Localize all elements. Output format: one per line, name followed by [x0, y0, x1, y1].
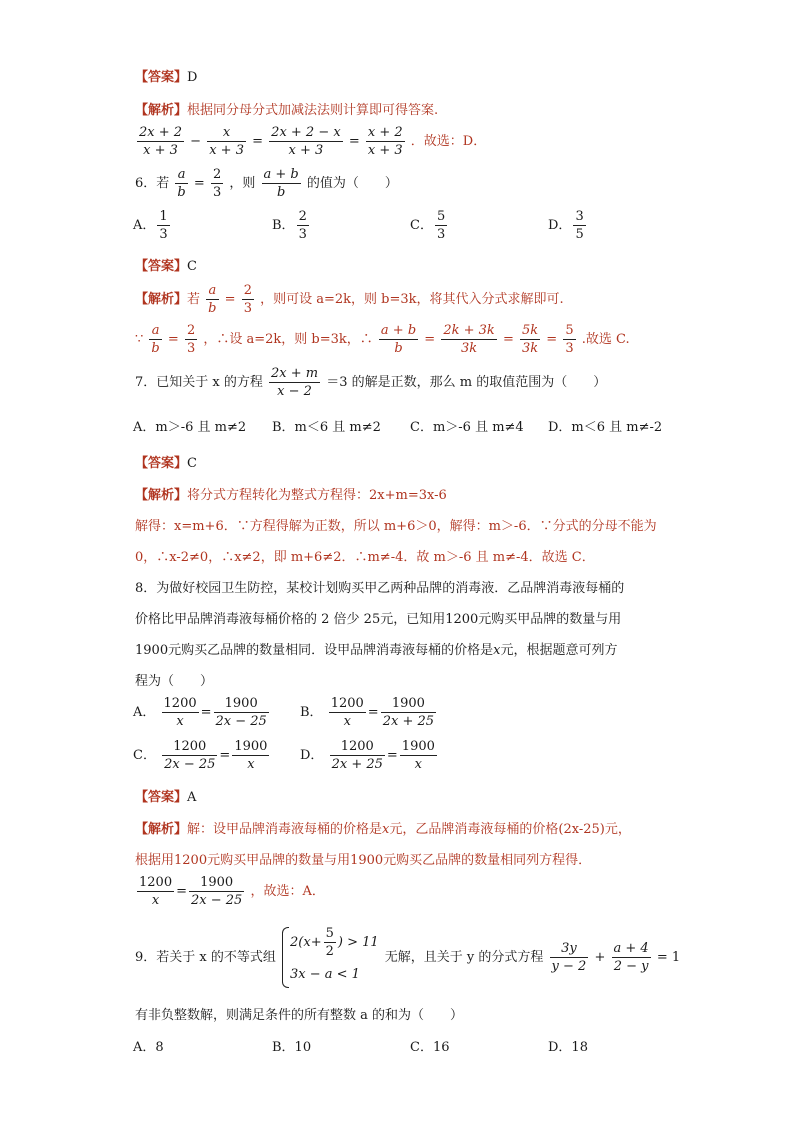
q6-option-d: D． $\frac{3}{5}$	[548, 209, 584, 242]
q6-answer-line: 【答案】C	[135, 259, 197, 274]
q9-stem-line2: 有非负整数解，则满足条件的所有整数 a 的和为（ ）	[135, 1008, 464, 1023]
q8-analysis-line: 【解析】解：设甲品牌消毒液每桶的价格是x元，乙品牌消毒液每桶的价格(2x-25)元，	[135, 822, 631, 837]
q5-analysis-line	[135, 99, 438, 118]
q6-option-b: B． $\frac{2}{3}$	[272, 209, 307, 242]
analysis-tag: 【解析】	[135, 103, 188, 118]
q7-option-c: C．m＞-6 且 m≠4	[410, 420, 524, 435]
inequality-system: 2(x+ $\frac{5}{2}$ ) > 11 3x − a < 1	[280, 925, 379, 990]
q8-answer-line: 【答案】A	[135, 790, 197, 805]
q8-option-b: B． $\frac{1200}{x}$ = $\frac{1900}{2x + 25}$	[300, 696, 435, 729]
q8-stem-line1: 8．为做好校园卫生防控，某校计划购买甲乙两种品牌的消毒液．乙品牌消毒液每桶的	[135, 581, 625, 596]
q7-option-b: B．m＜6 且 m≠2	[272, 420, 381, 435]
q8-analysis-line2: 根据用1200元购买甲品牌的数量与用1900元购买乙品牌的数量相同列方程得．	[135, 853, 592, 868]
q6-option-c: C． $\frac{5}{3}$	[410, 209, 446, 242]
answer-value: D	[187, 70, 198, 85]
q8-option-c: C． $\frac{1200}{2x - 25}$ = $\frac{1900}{x}$	[133, 739, 268, 772]
q8-option-a: A． $\frac{1200}{x}$ = $\frac{1900}{2x - 25}$	[133, 696, 267, 729]
q7-option-d: D．m＜6 且 m≠-2	[548, 420, 663, 435]
q9-option-c: C．16	[410, 1040, 450, 1055]
answer-tag: 【答案】	[135, 70, 188, 85]
q9-option-d: D．18	[548, 1040, 588, 1055]
q8-stem-line2: 价格比甲品牌消毒液每桶价格的 2 倍少 25元，已知用1200元购买甲品牌的数量与用	[135, 612, 622, 627]
q9-option-b: B．10	[272, 1040, 312, 1055]
q9-stem: 9．若关于 x 的不等式组 2(x+ $\frac{5}{2}$ ) > 11 3x − a < 1 无解，且关于 y 的分式方程 $\frac{3y}{y - 2}$ + $\frac{a + 4}{2 - y}$ = 1	[135, 925, 680, 990]
q7-analysis-line2: 解得：x=m+6．∵方程得解为正数，所以 m+6＞0，解得：m＞-6．∵分式的分母不能为	[135, 519, 657, 534]
q5-answer-line	[135, 66, 197, 85]
q7-stem: 7．已知关于 x 的方程 $\frac{2x + m}{x - 2}$ ＝3 的解是正数，那么 m 的取值范围为（ ）	[135, 366, 607, 399]
q7-analysis-line: 【解析】将分式方程转化为整式方程得：2x+m=3x-6	[135, 488, 447, 503]
q6-option-a: A． $\frac{1}{3}$	[133, 209, 168, 242]
q8-stem-line4: 程为（ ）	[135, 674, 214, 689]
q8-option-d: D． $\frac{1200}{2x + 25}$ = $\frac{1900}{x}$	[300, 739, 435, 772]
q5-equation: $\frac{2x + 2}{x + 3}$ − $\frac{x}{x + 3}$ = $\frac{2x + 2 - x}{x + 3}$ = $\frac{x + 2}{x + 3}$ ．故选：D．	[139, 125, 487, 158]
q8-analysis-equation: $\frac{1200}{x}$ = $\frac{1900}{2x - 25}$ ，故选：A．	[139, 875, 325, 908]
q7-option-a: A．m＞-6 且 m≠2	[133, 420, 247, 435]
q7-answer-line: 【答案】C	[135, 456, 197, 471]
q7-analysis-line3: 0，∴x-2≠0，∴x≠2，即 m+6≠2．∴m≠-4．故 m＞-6 且 m≠-4．故选 C．	[135, 550, 595, 565]
q6-work-line: ∵ $\frac{a}{b}$ = $\frac{2}{3}$ ，∴设 a=2k，则 b=3k，∴ $\frac{a + b}{b}$ = $\frac{2k + 3k}{3k}$ = $\frac{5k}{3k}$ = $\frac{5}{3}$ .故选 C.	[135, 323, 630, 356]
q6-stem: 6．若 $\frac{a}{b}$ = $\frac{2}{3}$ ，则 $\frac{a + b}{b}$ 的值为（ ）	[135, 167, 398, 200]
q9-option-a: A．8	[133, 1040, 164, 1055]
q6-analysis-line: 【解析】若 $\frac{a}{b}$ = $\frac{2}{3}$ ，则可设 a=2k，则 b=3k，将其代入分式求解即可.	[135, 283, 564, 316]
q8-stem-line3: 1900元购买乙品牌的数量相同．设甲品牌消毒液每桶的价格是x元，根据题意可列方	[135, 643, 618, 658]
analysis-text: 根据同分母分式加减法法则计算即可得答案.	[187, 103, 439, 118]
